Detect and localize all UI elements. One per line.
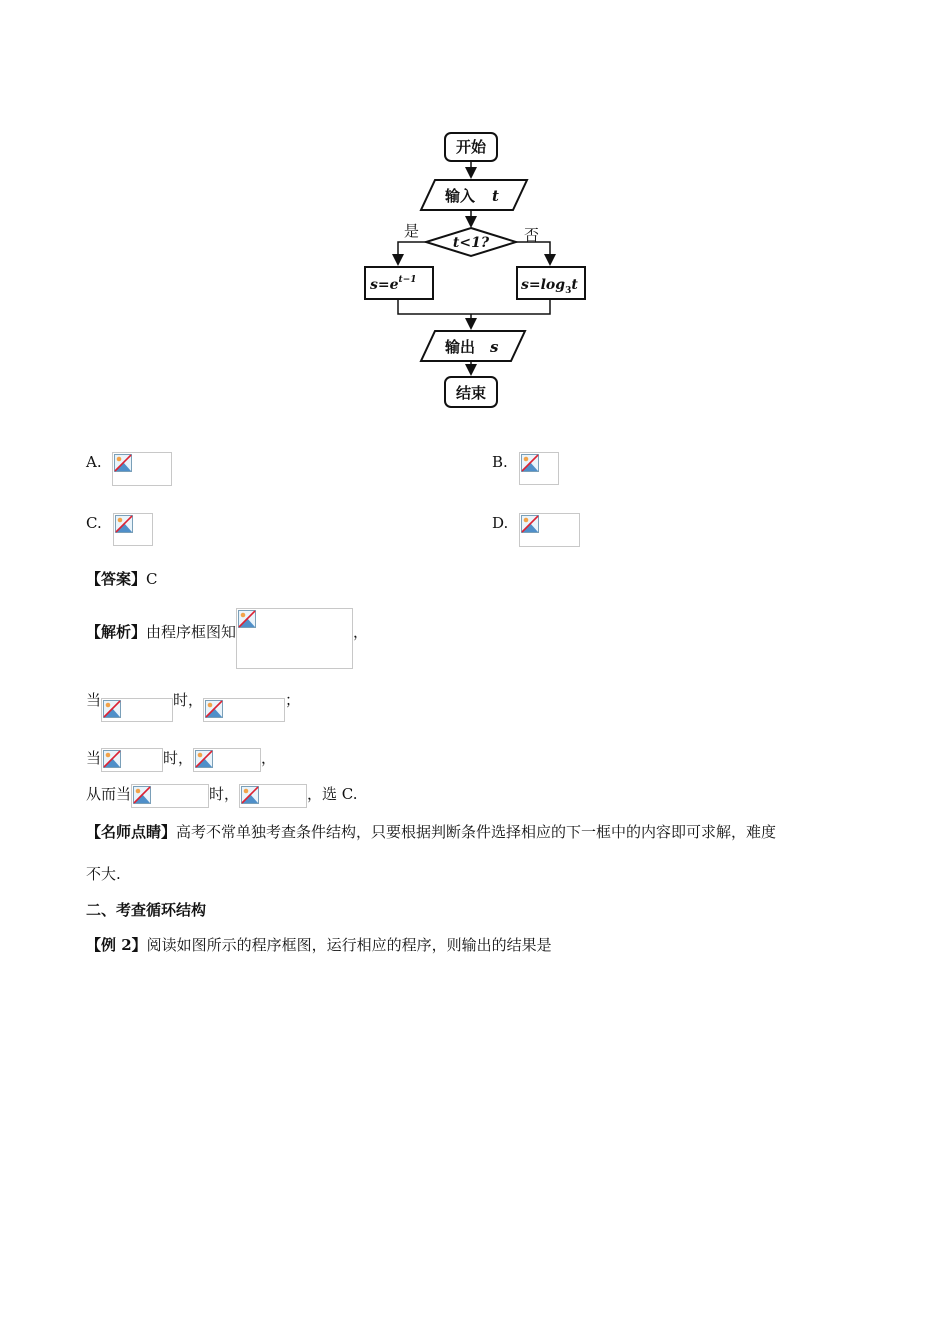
example-2-tag: 【例 2】: [86, 936, 147, 954]
yes-label: 是: [404, 222, 420, 240]
option-b: [492, 452, 559, 485]
broken-image-icon: [521, 454, 539, 472]
option-b-label: B.: [492, 453, 508, 471]
tip-line-1: [86, 822, 776, 842]
tip-line-2: [86, 864, 121, 884]
start-label: 开始: [455, 138, 487, 156]
answer-value: C: [146, 570, 158, 588]
input-label: 输入: [444, 187, 476, 205]
end-label: 结束: [455, 384, 487, 402]
broken-image-icon: [521, 515, 539, 533]
flowchart-svg: [360, 128, 592, 414]
decision-label: t<1?: [452, 235, 490, 251]
no-label: 否: [524, 226, 540, 244]
broken-image-icon: [133, 786, 151, 804]
tip-tag: 【名师点睛】: [86, 823, 177, 841]
tip-text-1: 高考不常单独考查条件结构，只要根据判断条件选择相应的下一框中的内容即可求解，难度: [176, 823, 777, 841]
broken-image-icon: [205, 700, 223, 718]
option-c-label: C.: [86, 514, 102, 532]
analysis-tag: 【解析】: [86, 623, 147, 641]
flowchart: [360, 128, 592, 414]
broken-image-icon: [103, 750, 121, 768]
example-2-line: [86, 935, 552, 955]
broken-image-icon: [195, 750, 213, 768]
answer-line: [86, 569, 158, 589]
option-c: [86, 513, 153, 546]
result-image-3: [239, 784, 307, 808]
option-d-label: D.: [492, 514, 509, 532]
option-d-image: [519, 513, 580, 547]
condition-image-2: [101, 748, 163, 772]
analysis-line-1: 【解析】由程序框图知 ，: [86, 608, 368, 669]
output-var: s: [490, 338, 499, 356]
answer-tag: 【答案】: [86, 570, 147, 588]
option-c-image: [113, 513, 153, 546]
result-image-2: [193, 748, 261, 772]
right-process-label: $s=\log_3t$: [521, 277, 578, 296]
analysis-line-4: 从而当 时， ，选 C.: [86, 784, 358, 808]
broken-image-icon: [115, 515, 133, 533]
analysis-line-2: 当 时， ；: [86, 690, 300, 722]
option-a-image: [112, 452, 172, 486]
option-a-label: A.: [86, 453, 102, 471]
broken-image-icon: [241, 786, 259, 804]
broken-image-icon: [238, 610, 256, 628]
option-b-image: [519, 452, 559, 485]
condition-image-3: [131, 784, 209, 808]
analysis-text: 由程序框图知: [146, 623, 237, 641]
broken-image-icon: [103, 700, 121, 718]
result-image-1: [203, 698, 285, 722]
option-a: [86, 452, 172, 486]
left-process-label: $s=e^{t-1}$: [370, 275, 417, 293]
analysis-formula-image: [236, 608, 353, 669]
option-d: [492, 513, 580, 547]
broken-image-icon: [114, 454, 132, 472]
output-label: 输出: [444, 338, 476, 356]
tip-text-2: 不大.: [86, 865, 121, 883]
section-title: 二、考查循环结构: [86, 901, 207, 919]
analysis-line-3: 当 时， ，: [86, 748, 276, 772]
example-2-text: 阅读如图所示的程序框图，运行相应的程序，则输出的结果是: [146, 936, 552, 954]
input-var: t: [492, 187, 499, 205]
condition-image-1: [101, 698, 173, 722]
